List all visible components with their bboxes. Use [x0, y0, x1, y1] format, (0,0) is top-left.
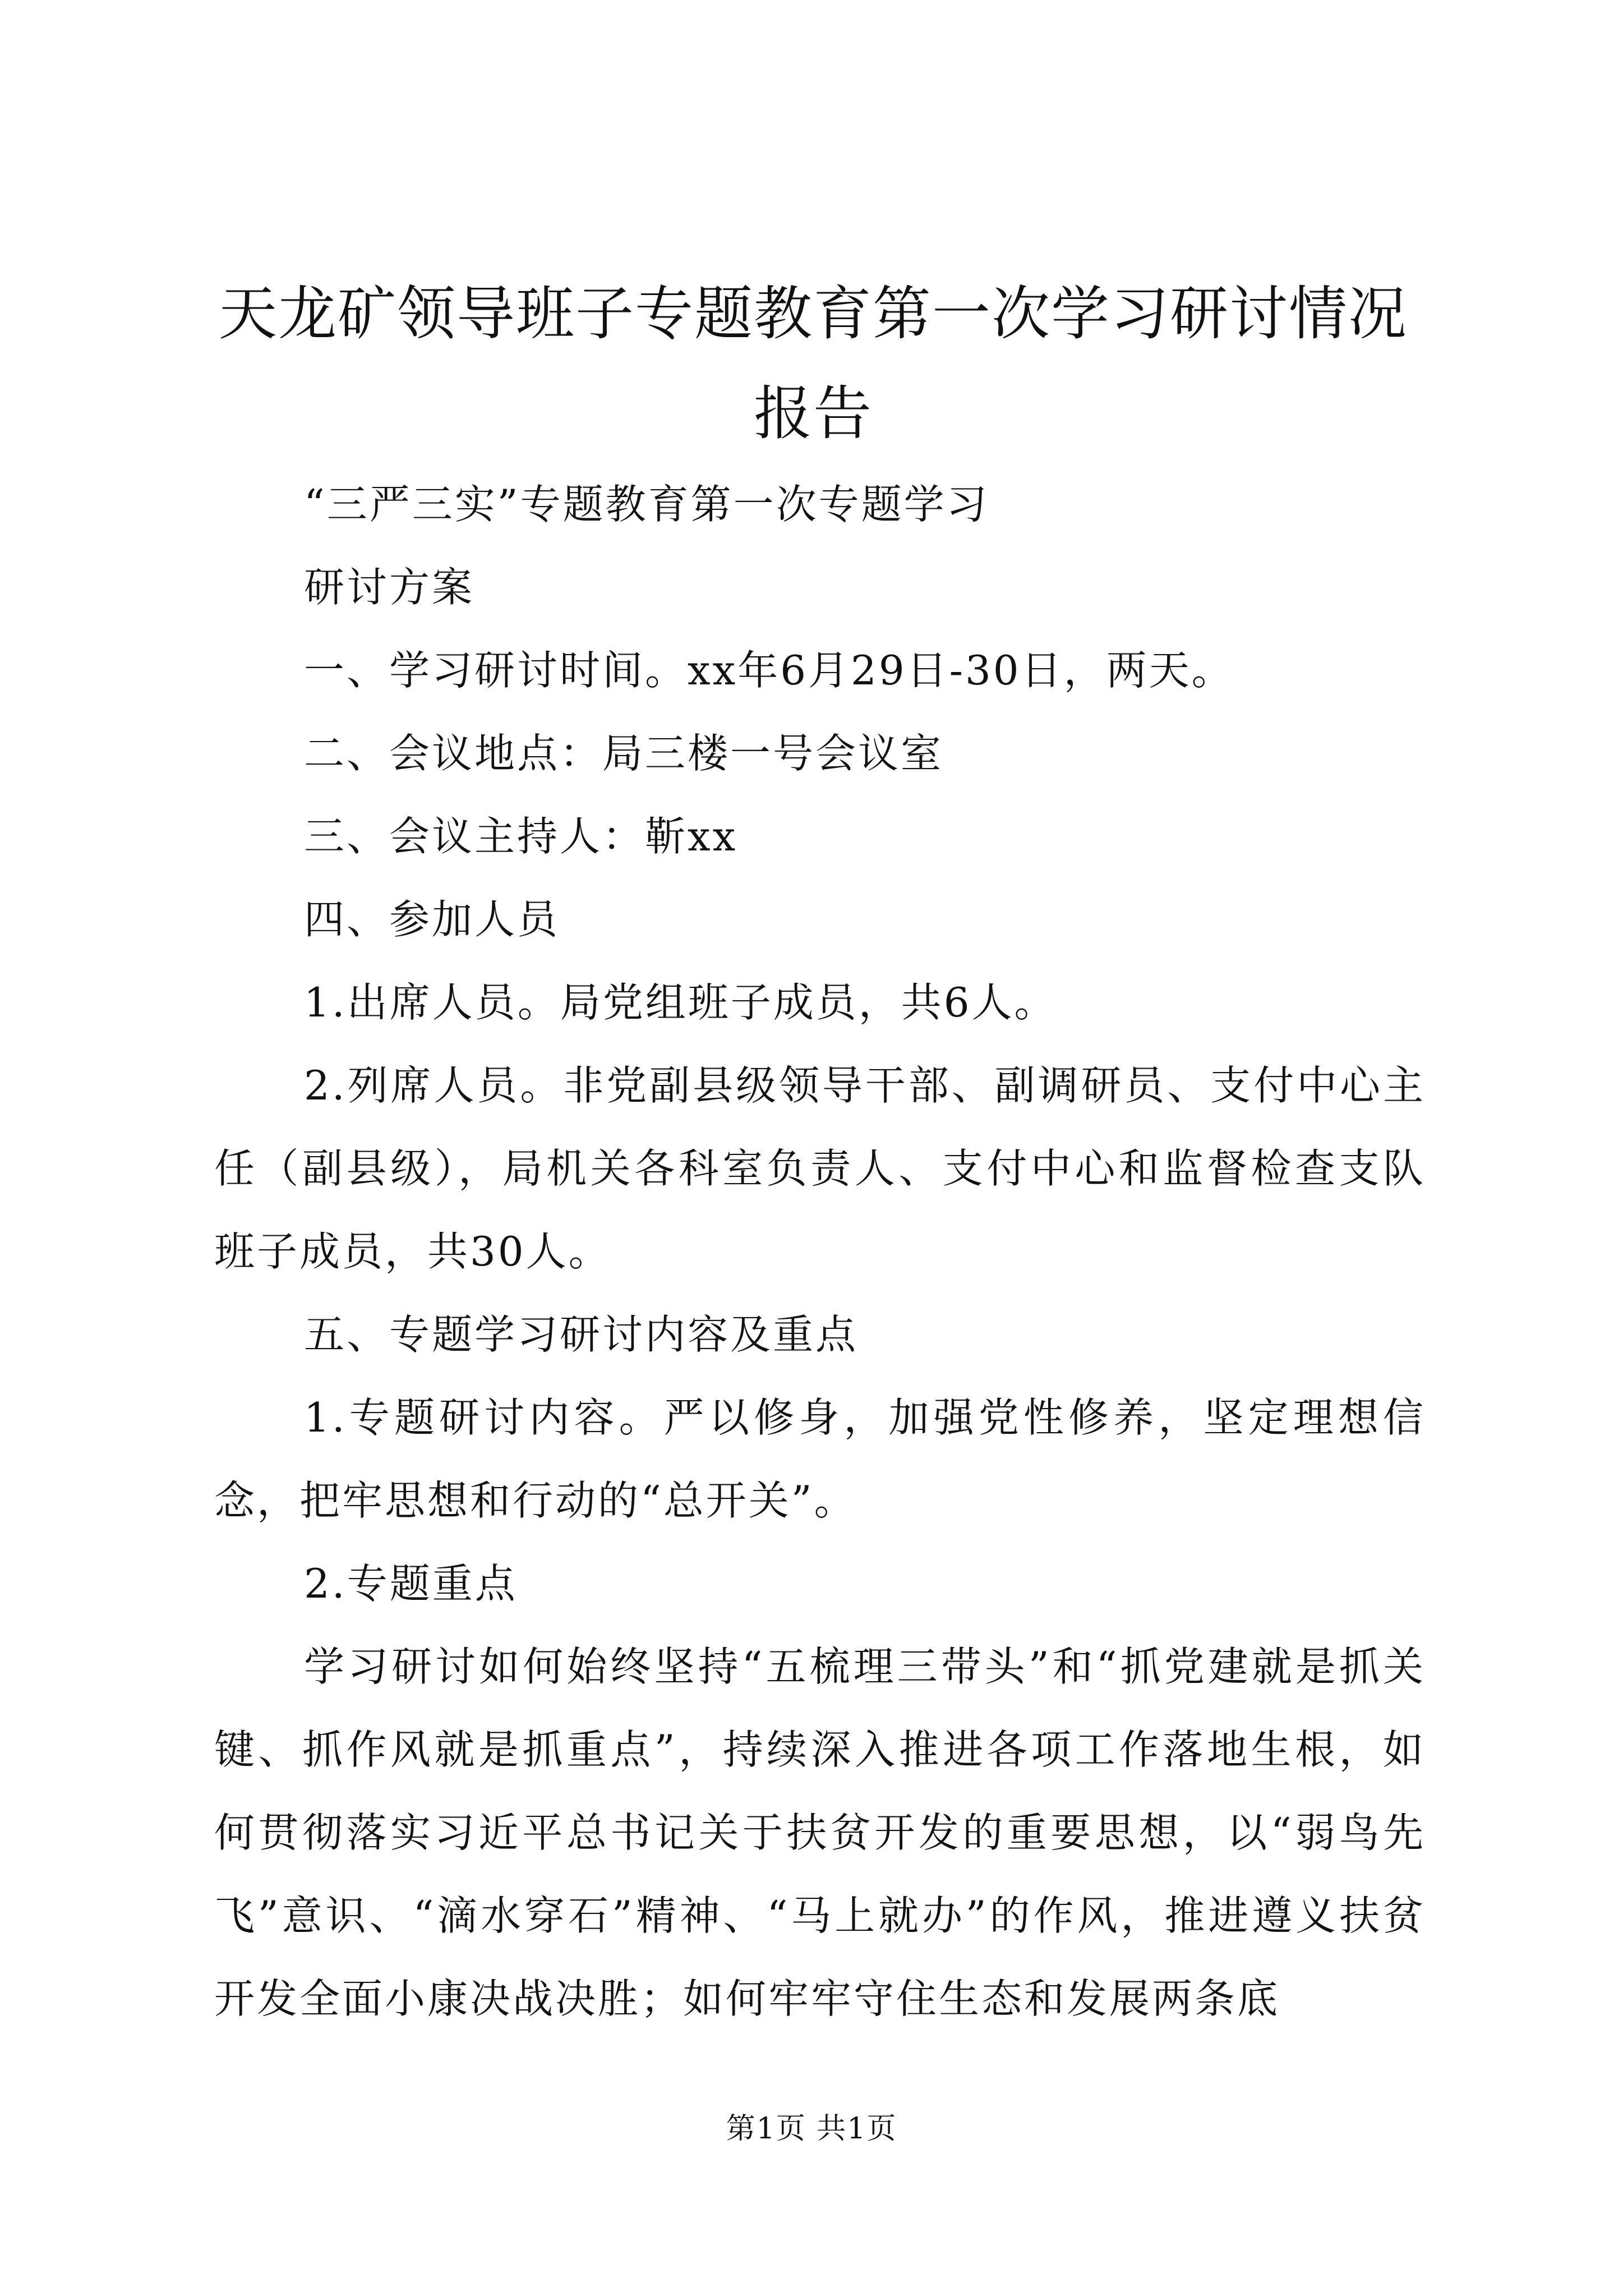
paragraph-content-heading: 五、专题学习研讨内容及重点 — [304, 1311, 859, 1358]
page-footer: 第1页 共1页 — [726, 2112, 897, 2146]
paragraph-attendees: 1.出席人员。局党组班子成员，共6人。 — [304, 979, 1057, 1026]
paragraph-content: 1.专题研讨内容。严以修身，加强党性修养，坚定理想信念，把牢思想和行动的“总开关”。 — [214, 1394, 1426, 1524]
paragraph-participants-heading: 四、参加人员 — [304, 896, 560, 943]
paragraph-subtitle: “三严三实”专题教育第一次专题学习 — [304, 481, 989, 528]
document-title: 天龙矿领导班子专题教育第一次学习研讨情况报告 — [218, 279, 1408, 448]
paragraph-observers: 2.列席人员。非党副县级领导干部、副调研员、支付中心主任（副县级），局机关各科室负责人、支付中心和监督检查支队班子成员，共30人。 — [214, 1062, 1426, 1275]
paragraph-location: 二、会议地点：局三楼一号会议室 — [304, 730, 944, 777]
paragraph-focus-heading: 2.专题重点 — [304, 1560, 518, 1607]
paragraph-plan: 研讨方案 — [304, 564, 475, 611]
paragraph-focus-content: 学习研讨如何始终坚持“五梳理三带头”和“抓党建就是抓关键、抓作风就是抓重点”，持续深入推进各项工作落地生根，如何贯彻落实习近平总书记关于扶贫开发的重要思想，以“弱鸟先飞”意识、“滴水穿石”精神、“马上就办”的作风，推进遵义扶贫开发全面小康决战决胜；如何牢牢守住生态和发展两条底 — [214, 1643, 1426, 2022]
paragraph-host: 三、会议主持人：靳xx — [304, 813, 738, 860]
document-body — [214, 463, 1426, 2040]
paragraph-time: 一、学习研讨时间。xx年6月29日-30日，两天。 — [304, 647, 1234, 694]
